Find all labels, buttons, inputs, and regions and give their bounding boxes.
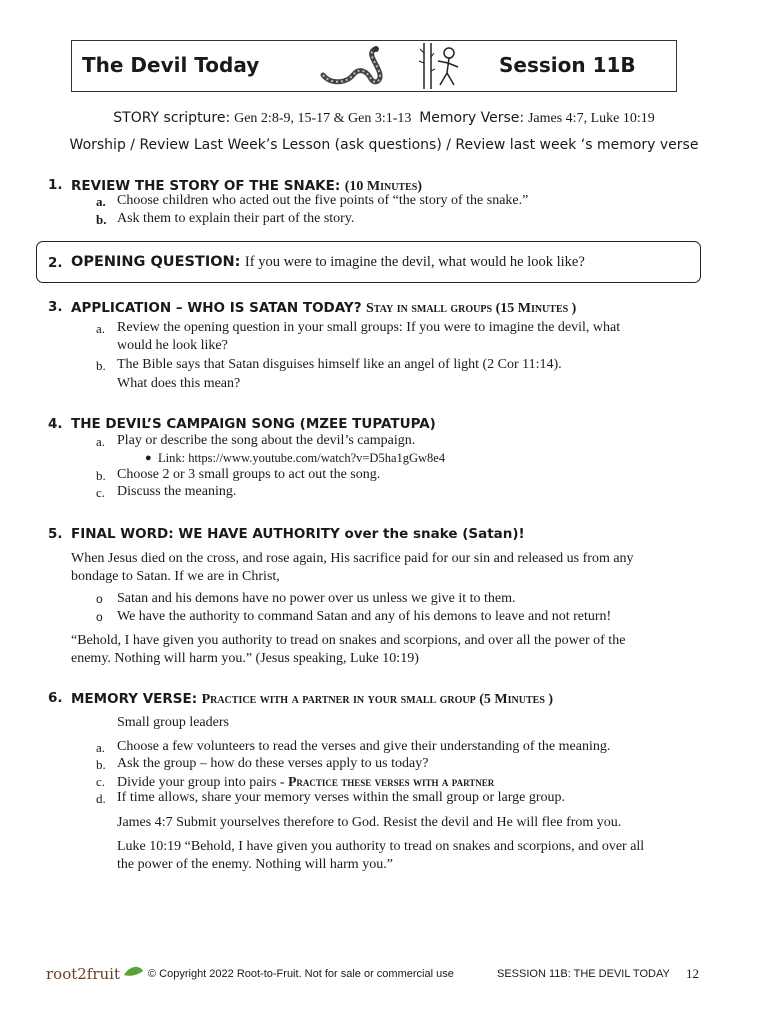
section-3-heading [71, 299, 576, 317]
snake-illustration [319, 45, 389, 89]
section-1-item-a: Choose children who acted out the five points of “the story of the snake.” [117, 193, 529, 208]
section-3-item-a-label: a. [96, 321, 106, 336]
section-6-item-c-emphasis: Practice these verses with a partner [288, 774, 495, 789]
bullet-icon: ● [145, 452, 152, 464]
section-4-number: 4. [48, 416, 63, 432]
story-scripture-line [0, 109, 768, 127]
memory-verse-luke-line1: Luke 10:19 “Behold, I have given you authority to tread on snakes and scorpions, and over all [117, 839, 645, 854]
section-3-item-b-line2: What does this mean? [117, 376, 241, 391]
page-number: 12 [686, 966, 699, 981]
section-6-item-c-label: c. [96, 774, 106, 789]
section-3-title: APPLICATION – WHO IS SATAN TODAY? [71, 300, 362, 316]
logo-image [46, 963, 144, 985]
song-link[interactable]: Link: https://www.youtube.com/watch?v=D5ha1gGw8e4 [158, 451, 446, 465]
page-title: The Devil Today [82, 53, 260, 77]
section-3-item-a-line2: would he look like? [117, 338, 228, 353]
story-label: STORY scripture: [113, 110, 231, 126]
section-5-para-line2: bondage to Satan. If we are in Christ, [71, 569, 280, 584]
section-6-heading [71, 690, 553, 708]
memory-verse-luke-line2: the power of the enemy. Nothing will harm you.” [117, 857, 393, 872]
memory-verse-james: James 4:7 Submit yourselves therefore to God. Resist the devil and He will flee from you. [117, 815, 622, 830]
session-title: Session 11B [499, 53, 636, 77]
section-1-item-a-label: a. [96, 194, 106, 209]
section-4-item-c: Discuss the meaning. [117, 484, 237, 499]
memory-verse-text: James 4:7, Luke 10:19 [527, 111, 655, 126]
copyright-text: © Copyright 2022 Root-to-Fruit. Not for sale or commercial use [148, 968, 454, 980]
section-6-item-b: Ask the group – how do these verses apply to us today? [117, 756, 429, 771]
section-5-bullet-1: Satan and his demons have no power over us unless we give it to them. [117, 591, 516, 606]
section-4-item-b: Choose 2 or 3 small groups to act out the song. [117, 467, 381, 482]
section-6-item-c [117, 773, 494, 791]
section-4-item-a: Play or describe the song about the devil’s campaign. [117, 433, 416, 448]
section-1-item-b: Ask them to explain their part of the story. [117, 211, 355, 226]
section-3-item-b-label: b. [96, 358, 106, 373]
worship-line [0, 136, 768, 153]
section-1-item-b-label: b. [96, 212, 107, 227]
memory-verse-label: Memory Verse: [419, 110, 525, 126]
section-6-subtitle: Practice with a partner in your small group (5 Minutes ) [201, 692, 554, 707]
section-2-title: OPENING QUESTION: [71, 254, 241, 270]
section-1-title: REVIEW THE STORY OF THE SNAKE: [71, 178, 341, 194]
logo-text: root2fruit [46, 965, 121, 983]
section-1-number: 1. [48, 177, 63, 193]
section-6-title: MEMORY VERSE: [71, 691, 198, 707]
tree-stick-figure-illustration [416, 43, 464, 89]
section-6-item-c-text: Divide your group into pairs - [117, 775, 289, 790]
worship-text: Worship / Review Last Week’s Lesson (ask questions) / Review last week ‘s memory verse [69, 137, 699, 153]
section-2-heading [71, 253, 585, 271]
section-5-para-line1: When Jesus died on the cross, and rose again, His sacrifice paid for our sin and released us from any [71, 551, 634, 566]
section-3-item-b-line1: The Bible says that Satan disguises himself like an angel of light (2 Cor 11:14). [117, 357, 562, 372]
section-6-item-a-label: a. [96, 740, 106, 755]
section-6-item-d-label: d. [96, 791, 106, 806]
section-4-title: THE DEVIL’S CAMPAIGN SONG (MZEE TUPATUPA) [71, 416, 436, 432]
section-4-item-a-label: a. [96, 434, 106, 449]
section-3-number: 3. [48, 299, 63, 315]
story-text: Gen 2:8-9, 15-17 & Gen 3:1-13 [234, 111, 412, 126]
section-6-number: 6. [48, 690, 63, 706]
section-5-bullet-2: We have the authority to command Satan and any of his demons to leave and not return! [117, 609, 612, 624]
section-4-item-c-label: c. [96, 485, 106, 500]
section-6-item-a: Choose a few volunteers to read the verses and give their understanding of the meaning. [117, 739, 611, 754]
section-2-text: If you were to imagine the devil, what would he look like? [244, 254, 585, 270]
section-6-item-b-label: b. [96, 757, 106, 772]
section-5-title: FINAL WORD: WE HAVE AUTHORITY over the snake (Satan)! [71, 526, 525, 542]
root2fruit-logo [46, 963, 144, 988]
section-1-time: (10 Minutes) [344, 179, 422, 194]
section-3-item-a-line1: Review the opening question in your small groups: If you were to imagine the devil, what [117, 320, 621, 335]
section-3-subtitle: Stay in small groups (15 Minutes ) [365, 301, 577, 316]
section-2-number: 2. [48, 255, 63, 271]
section-4-item-b-label: b. [96, 468, 106, 483]
title-box [71, 40, 677, 92]
circle-bullet-icon: o [96, 592, 103, 606]
section-6-leaders: Small group leaders [117, 715, 229, 730]
circle-bullet-icon: o [96, 610, 103, 624]
footer-session: SESSION 11B: THE DEVIL TODAY [497, 968, 670, 980]
section-5-quote-line2: enemy. Nothing will harm you.” (Jesus speaking, Luke 10:19) [71, 651, 419, 666]
section-6-item-d: If time allows, share your memory verses within the small group or large group. [117, 790, 566, 805]
section-5-number: 5. [48, 526, 63, 542]
section-5-quote-line1: “Behold, I have given you authority to tread on snakes and scorpions, and over all the power of the [71, 633, 626, 648]
